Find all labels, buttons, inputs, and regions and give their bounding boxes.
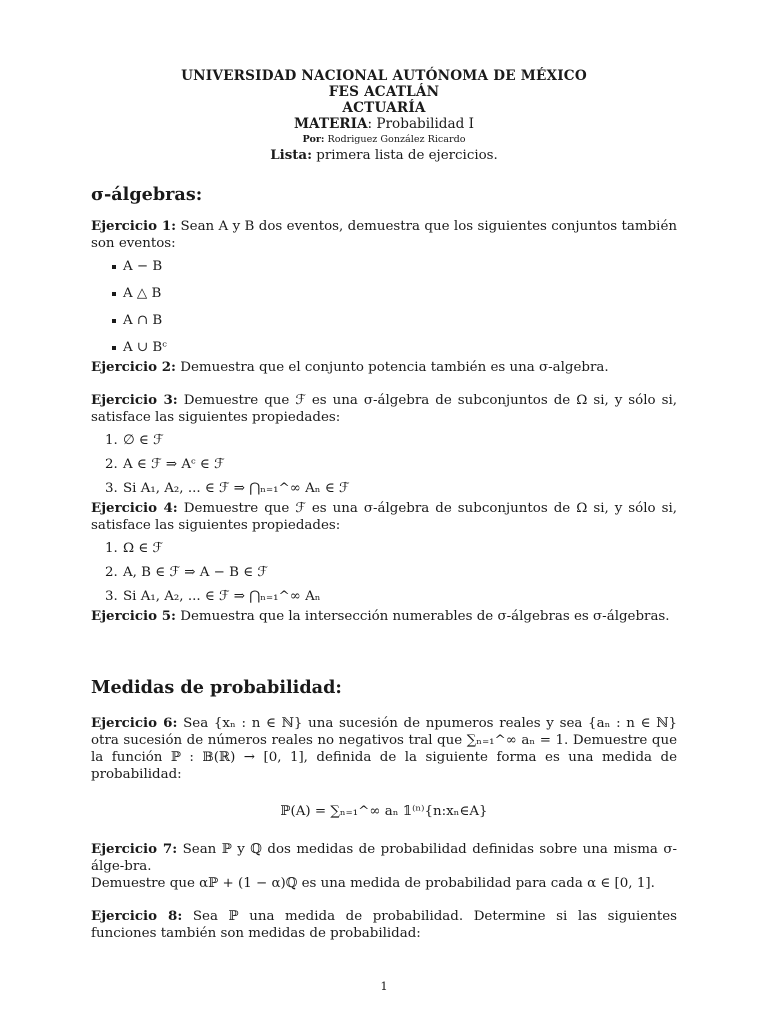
subject-label: MATERIA — [293, 116, 368, 132]
exercise-1-label: Ejercicio 1: — [91, 218, 177, 234]
list-item: A ∩ B — [91, 312, 677, 339]
exercise-3-text: Demuestre que ℱ es una σ-álgebra de subconjuntos de Ω si, y sólo si, satisface las siguientes propiedades: — [91, 393, 677, 425]
exercise-5-text: Demuestra que la intersección numerables de σ-álgebras es σ-álgebras. — [175, 609, 670, 624]
list-item: 3. Si A₁, A₂, ... ∈ ℱ ⇒ ⋂ₙ₌₁^∞ Aₙ — [105, 589, 321, 604]
document-page — [91, 68, 677, 942]
exercise-1 — [91, 218, 677, 252]
list-line — [91, 147, 677, 164]
exercise-8 — [91, 908, 677, 942]
section-title-probability-measures: Medidas de probabilidad: — [91, 677, 342, 698]
list-item: 1. ∅ ∈ ℱ — [105, 433, 164, 448]
exercise-3 — [91, 392, 677, 426]
university-name: UNIVERSIDAD NACIONAL AUTÓNOMA DE MÉXICO — [181, 68, 587, 84]
exercise-6-text: Sea {xₙ : n ∈ ℕ} una sucesión de npumeros reales y sea {aₙ : n ∈ ℕ} otra sucesión de números reales no negativos tral que ∑ₙ₌₁^∞ aₙ = 1. Demuestre que la función ℙ : 𝔹(ℝ) → [0, 1], definida de la siguiente forma es una medida de probabilidad: — [91, 716, 677, 782]
list-item: 2. A, B ∈ ℱ ⇒ A − B ∈ ℱ — [105, 565, 268, 580]
exercise-7 — [91, 841, 677, 875]
exercise-2 — [91, 359, 677, 376]
subject-line — [91, 116, 677, 133]
exercise-1-text: Sean A y B dos eventos, demuestra que los siguientes conjuntos también son eventos: — [91, 219, 677, 251]
exercise-5-label: Ejercicio 5: — [91, 608, 176, 624]
exercise-5 — [91, 608, 677, 625]
exercise-6-formula: ℙ(A) = ∑ₙ₌₁^∞ aₙ 𝟙⁽ⁿ⁾{n:xₙ∈A} — [280, 804, 488, 819]
list-item: 1. Ω ∈ ℱ — [105, 541, 164, 556]
exercise-7-text: Sean ℙ y ℚ dos medidas de probabilidad definidas sobre una misma σ-álge-bra. — [91, 842, 677, 874]
author-label: Por: — [302, 134, 325, 145]
exercise-4-list — [91, 540, 677, 608]
exercise-3-list — [91, 432, 677, 500]
list-item: A − B — [91, 258, 677, 285]
exercise-1-list — [91, 258, 677, 359]
exercise-2-label: Ejercicio 2: — [91, 359, 176, 375]
author-line — [91, 133, 677, 147]
exercise-8-text: Sea ℙ una medida de probabilidad. Determine si las siguientes funciones también son medidas de probabilidad: — [91, 909, 677, 941]
section-title-sigma-algebras: σ-álgebras: — [91, 184, 203, 205]
list-item: A ∪ Bᶜ — [91, 339, 677, 359]
list-item: 3. Si A₁, A₂, ... ∈ ℱ ⇒ ⋂ₙ₌₁^∞ Aₙ ∈ ℱ — [105, 481, 350, 496]
program-name: ACTUARÍA — [342, 100, 426, 116]
exercise-2-text: Demuestra que el conjunto potencia también es una σ-algebra. — [175, 360, 609, 375]
document-header — [91, 68, 677, 164]
list-label: Lista: — [270, 147, 313, 163]
exercise-6 — [91, 715, 677, 783]
exercise-7-label: Ejercicio 7: — [91, 841, 178, 857]
list-item: A △ B — [91, 285, 677, 312]
exercise-3-label: Ejercicio 3: — [91, 392, 178, 408]
list-value: primera lista de ejercicios. — [312, 148, 498, 163]
exercise-8-label: Ejercicio 8: — [91, 908, 183, 924]
list-item: 2. A ∈ ℱ ⇒ Aᶜ ∈ ℱ — [105, 457, 225, 472]
exercise-4 — [91, 500, 677, 534]
exercise-4-text: Demuestre que ℱ es una σ-álgebra de subconjuntos de Ω si, y sólo si, satisface las siguientes propiedades: — [91, 501, 677, 533]
campus-name: FES ACATLÁN — [328, 84, 440, 100]
exercise-6-label: Ejercicio 6: — [91, 715, 178, 731]
exercise-7-text-2: Demuestre que αℙ + (1 − α)ℚ es una medida de probabilidad para cada α ∈ [0, 1]. — [91, 876, 655, 891]
exercise-4-label: Ejercicio 4: — [91, 500, 178, 516]
subject-value: : Probabilidad I — [367, 116, 474, 132]
author-value: Rodriguez González Ricardo — [324, 134, 466, 145]
page-number: 1 — [380, 979, 388, 993]
